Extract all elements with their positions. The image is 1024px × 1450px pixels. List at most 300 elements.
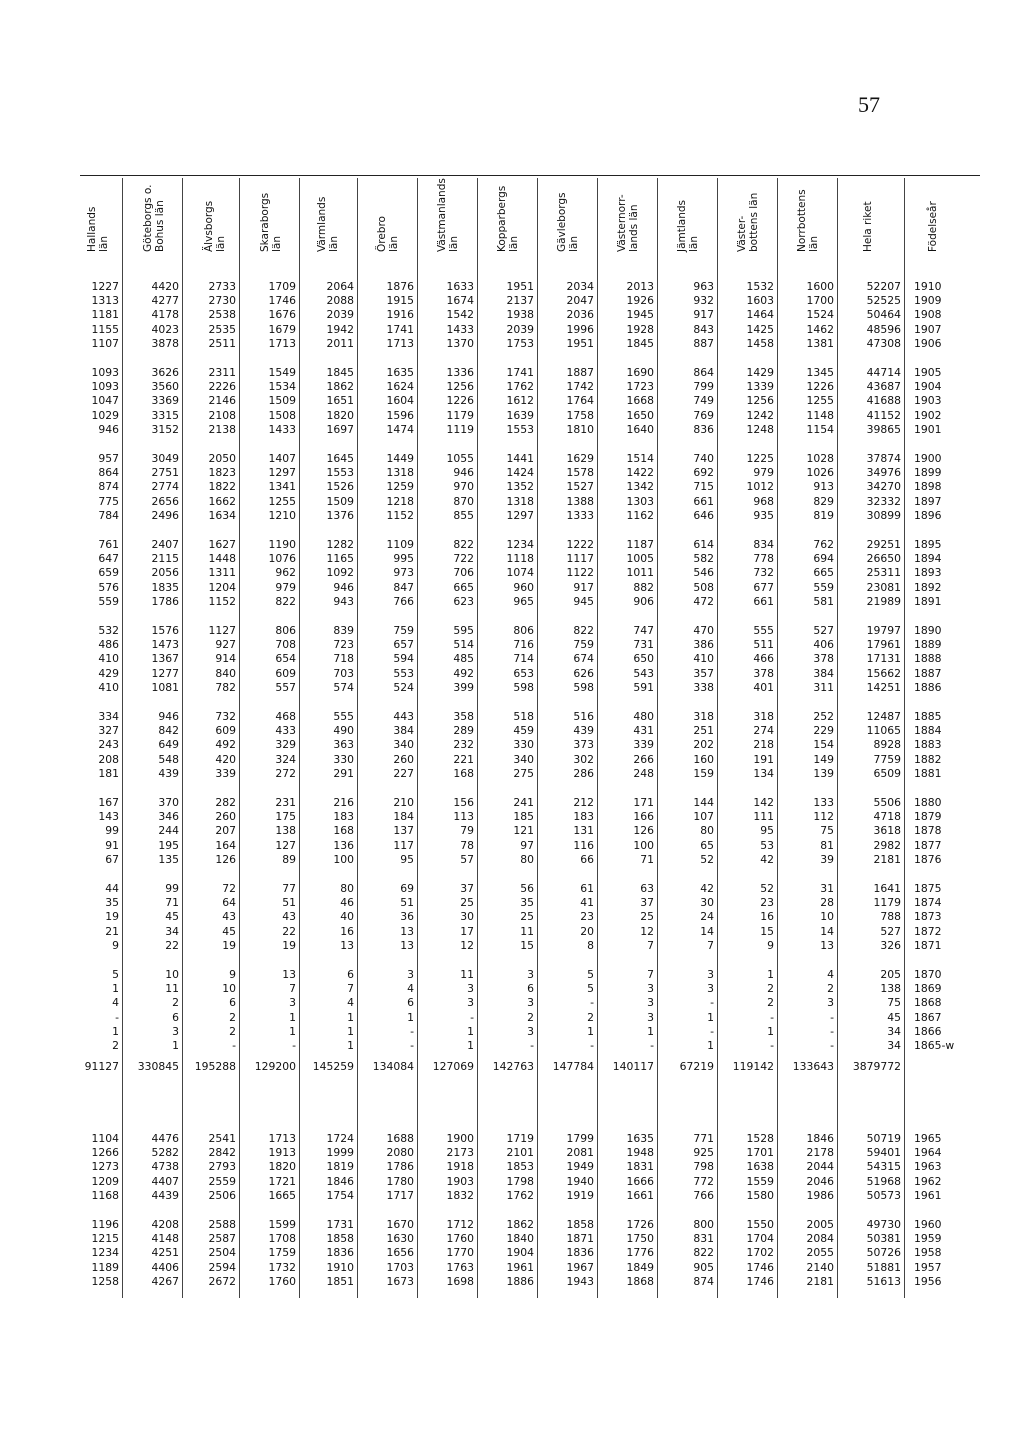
table-cell: 2178	[806, 1146, 834, 1160]
table-cell: 1674	[446, 294, 474, 308]
birth-year-cell: 1887	[914, 666, 942, 680]
table-cell: -	[830, 1010, 834, 1024]
birth-year-cell: 1870	[914, 968, 942, 981]
table-cell: 1836	[326, 1246, 354, 1260]
table-cell: 3618	[873, 824, 901, 838]
table-cell: 2101	[506, 1146, 534, 1160]
table-cell: 229	[813, 724, 834, 738]
table-cell: 1996	[566, 322, 594, 336]
table-cell: 160	[693, 752, 714, 766]
table-cell: 1215	[91, 1232, 119, 1246]
table-cell: 30	[460, 910, 474, 924]
table-cell: 42	[700, 882, 714, 895]
table-cell: 326	[880, 938, 901, 952]
table-cell: 1603	[746, 294, 774, 308]
table-cell: 716	[513, 638, 534, 652]
table-cell: 657	[393, 638, 414, 652]
table-cell: 1424	[506, 466, 534, 480]
table-cell: 1831	[626, 1160, 654, 1174]
table-cell: -	[410, 1024, 414, 1038]
table-cell: 2046	[806, 1174, 834, 1188]
table-cell: 91127	[84, 1060, 119, 1073]
table-cell: 1297	[268, 466, 296, 480]
table-cell: 1624	[386, 380, 414, 394]
table-cell: 44714	[866, 366, 901, 379]
table-cell: 44	[105, 882, 119, 895]
table-cell: 1798	[506, 1174, 534, 1188]
table-cell: 1226	[806, 380, 834, 394]
table-cell: 41688	[866, 394, 901, 408]
table-cell: 598	[573, 680, 594, 694]
column-header-label: Födelseår	[927, 201, 939, 252]
table-cell: 65	[700, 838, 714, 852]
table-cell: 6	[347, 968, 354, 981]
table-cell: 1918	[446, 1160, 474, 1174]
table-cell: 2108	[208, 408, 236, 422]
table-cell: 2506	[208, 1188, 236, 1202]
table-cell: 134084	[372, 1060, 414, 1073]
table-cell: 23	[760, 896, 774, 910]
table-cell: 574	[333, 680, 354, 694]
table-cell: 1916	[386, 308, 414, 322]
table-cell: 609	[275, 666, 296, 680]
table-cell: 1370	[446, 336, 474, 350]
table-cell: 7	[647, 938, 654, 952]
table-cell: 4148	[151, 1232, 179, 1246]
birth-year-cell: 1874	[914, 896, 942, 910]
table-cell: 2181	[806, 1274, 834, 1288]
table-cell: 1433	[446, 322, 474, 336]
table-cell: 1055	[446, 452, 474, 465]
table-cell: 822	[573, 624, 594, 637]
table-cell: 1	[289, 1010, 296, 1024]
table-cell: 149	[813, 752, 834, 766]
table-cell: 64	[222, 896, 236, 910]
table-cell: 1760	[446, 1232, 474, 1246]
table-cell: 23081	[866, 580, 901, 594]
table-cell: 1661	[626, 1188, 654, 1202]
table-cell: 1341	[268, 480, 296, 494]
table-cell: 1256	[746, 394, 774, 408]
table-cell: 1819	[326, 1160, 354, 1174]
table-cell: 185	[513, 810, 534, 824]
table-cell: 1703	[386, 1260, 414, 1274]
table-cell: 1758	[566, 408, 594, 422]
table-cell: 766	[693, 1188, 714, 1202]
birth-year-cell: 1876	[914, 852, 942, 866]
table-cell: 1449	[386, 452, 414, 465]
table-cell: 3	[467, 996, 474, 1010]
table-cell: 1945	[626, 308, 654, 322]
table-cell: 77	[282, 882, 296, 895]
table-cell: 1580	[746, 1188, 774, 1202]
table-cell: 107	[693, 810, 714, 824]
table-cell: 266	[633, 752, 654, 766]
table-cell: 2080	[386, 1146, 414, 1160]
table-cell: 3	[707, 968, 714, 981]
table-cell: 4420	[151, 280, 179, 293]
table-cell: 855	[453, 508, 474, 522]
table-cell: 847	[393, 580, 414, 594]
table-cell: 1840	[506, 1232, 534, 1246]
table-cell: 1234	[91, 1246, 119, 1260]
table-cell: 1670	[386, 1218, 414, 1231]
table-cell: 913	[813, 480, 834, 494]
table-cell: 1810	[566, 422, 594, 436]
table-cell: 1318	[386, 466, 414, 480]
table-cell: 864	[693, 366, 714, 379]
table-cell: 1651	[326, 394, 354, 408]
table-cell: 208	[98, 752, 119, 766]
birth-year-cell: 1888	[914, 652, 942, 666]
table-cell: 665	[813, 566, 834, 580]
birth-year-cell: 1896	[914, 508, 942, 522]
table-cell: 32332	[866, 494, 901, 508]
table-cell: 1074	[506, 566, 534, 580]
table-cell: 1	[347, 1039, 354, 1052]
birth-year-cell: 1910	[914, 280, 942, 293]
table-cell: 5	[587, 982, 594, 996]
column-header-label: Gävleborgs län	[556, 192, 580, 252]
table-cell: 358	[453, 710, 474, 723]
table-cell: 324	[275, 752, 296, 766]
table-cell: 1713	[268, 1132, 296, 1145]
table-cell: 769	[693, 408, 714, 422]
table-cell: -	[115, 1010, 119, 1024]
table-cell: 2311	[208, 366, 236, 379]
table-cell: -	[410, 1039, 414, 1052]
birth-year-cell: 1879	[914, 810, 942, 824]
table-cell: 1919	[566, 1188, 594, 1202]
table-cell: 330	[333, 752, 354, 766]
table-cell: -	[590, 1039, 594, 1052]
table-cell: 6	[229, 996, 236, 1010]
table-cell: 37	[460, 882, 474, 895]
table-cell: 4476	[151, 1132, 179, 1145]
table-cell: 677	[753, 580, 774, 594]
birth-year-cell: 1885	[914, 710, 942, 723]
table-cell: 1234	[506, 538, 534, 551]
table-cell: 1700	[806, 294, 834, 308]
column-header-label: Väster- bottens län	[736, 192, 760, 252]
birth-year-cell: 1892	[914, 580, 942, 594]
table-cell: 1242	[746, 408, 774, 422]
table-cell: 340	[393, 738, 414, 752]
table-cell: 1028	[806, 452, 834, 465]
table-cell: 260	[393, 752, 414, 766]
table-cell: 1313	[91, 294, 119, 308]
table-cell: 13	[820, 938, 834, 952]
table-cell: 1553	[326, 466, 354, 480]
birth-year-cell: 1907	[914, 322, 942, 336]
column-header-label: Västmanlands län	[436, 178, 460, 252]
table-cell: 378	[813, 652, 834, 666]
table-cell: 1886	[506, 1274, 534, 1288]
table-cell: 34976	[866, 466, 901, 480]
table-cell: 1339	[746, 380, 774, 394]
table-cell: 2793	[208, 1160, 236, 1174]
table-cell: 126	[633, 824, 654, 838]
table-cell: 274	[753, 724, 774, 738]
table-cell: -	[470, 1010, 474, 1024]
table-cell: 384	[813, 666, 834, 680]
table-cell: 1900	[446, 1132, 474, 1145]
table-cell: 1599	[268, 1218, 296, 1231]
table-cell: 914	[215, 652, 236, 666]
table-cell: 2594	[208, 1260, 236, 1274]
table-cell: 35	[520, 896, 534, 910]
table-cell: 334	[98, 710, 119, 723]
table-cell: 142	[753, 796, 774, 809]
table-cell: 386	[693, 638, 714, 652]
table-cell: 50719	[866, 1132, 901, 1145]
table-cell: 166	[633, 810, 654, 824]
table-cell: 205	[880, 968, 901, 981]
table-cell: 1	[647, 1024, 654, 1038]
table-cell: 1248	[746, 422, 774, 436]
table-cell: 874	[98, 480, 119, 494]
table-cell: 1862	[506, 1218, 534, 1231]
table-cell: 16	[340, 924, 354, 938]
table-cell: 732	[753, 566, 774, 580]
table-cell: 248	[633, 766, 654, 780]
table-cell: 1179	[873, 896, 901, 910]
table-cell: 17131	[866, 652, 901, 666]
table-cell: 318	[753, 710, 774, 723]
table-cell: 1759	[268, 1246, 296, 1260]
table-cell: 51968	[866, 1174, 901, 1188]
birth-year-cell: 1905	[914, 366, 942, 379]
table-cell: 1352	[506, 480, 534, 494]
birth-year-cell: 1957	[914, 1260, 942, 1274]
table-cell: 133	[813, 796, 834, 809]
table-cell: 715	[693, 480, 714, 494]
table-cell: 1458	[746, 336, 774, 350]
table-cell: 1076	[268, 552, 296, 566]
column-header-label: Västernorr- lands län	[616, 194, 640, 252]
table-cell: 732	[215, 710, 236, 723]
table-cell: 95	[760, 824, 774, 838]
table-cell: 40	[340, 910, 354, 924]
table-cell: 119142	[732, 1060, 774, 1073]
table-cell: 1942	[326, 322, 354, 336]
column-header-label: Hela riket	[862, 201, 874, 252]
table-cell: 661	[753, 594, 774, 608]
table-cell: 649	[158, 738, 179, 752]
table-cell: 13	[400, 924, 414, 938]
table-cell: 1639	[506, 408, 534, 422]
table-cell: 1189	[91, 1260, 119, 1274]
table-cell: 275	[513, 766, 534, 780]
table-cell: 1679	[268, 322, 296, 336]
table-cell: 1940	[566, 1174, 594, 1188]
table-cell: 167	[98, 796, 119, 809]
table-cell: 22	[282, 924, 296, 938]
table-cell: 2056	[151, 566, 179, 580]
table-cell: 1845	[326, 366, 354, 379]
table-cell: 761	[98, 538, 119, 551]
table-cell: 8928	[873, 738, 901, 752]
table-cell: 459	[513, 724, 534, 738]
birth-year-cell: 1906	[914, 336, 942, 350]
table-cell: 722	[453, 552, 474, 566]
table-cell: 318	[693, 710, 714, 723]
table-cell: 1612	[506, 394, 534, 408]
table-cell: 25	[520, 910, 534, 924]
table-cell: 468	[275, 710, 296, 723]
table-cell: 330	[513, 738, 534, 752]
table-cell: 378	[753, 666, 774, 680]
table-cell: 1862	[326, 380, 354, 394]
table-cell: 3	[647, 982, 654, 996]
table-cell: 703	[333, 666, 354, 680]
table-cell: 50464	[866, 308, 901, 322]
column-separator	[837, 178, 838, 1298]
table-cell: 34270	[866, 480, 901, 494]
table-cell: 1559	[746, 1174, 774, 1188]
table-cell: 555	[333, 710, 354, 723]
table-cell: 3	[527, 1024, 534, 1038]
table-cell: 1226	[446, 394, 474, 408]
table-cell: 15	[760, 924, 774, 938]
table-cell: 1549	[268, 366, 296, 379]
birth-year-cell: 1902	[914, 408, 942, 422]
table-cell: 1422	[626, 466, 654, 480]
birth-year-cell: 1898	[914, 480, 942, 494]
table-cell: 1849	[626, 1260, 654, 1274]
table-cell: 134	[753, 766, 774, 780]
table-cell: 3	[289, 996, 296, 1010]
table-cell: 3369	[151, 394, 179, 408]
table-cell: 2	[827, 982, 834, 996]
table-cell: 1532	[746, 280, 774, 293]
table-cell: 4407	[151, 1174, 179, 1188]
table-cell: 100	[633, 838, 654, 852]
table-cell: 22	[165, 938, 179, 952]
header-rule	[80, 175, 980, 176]
table-cell: 35	[105, 896, 119, 910]
table-cell: 778	[753, 552, 774, 566]
birth-year-cell: 1895	[914, 538, 942, 551]
table-cell: -	[590, 996, 594, 1010]
table-cell: 126	[215, 852, 236, 866]
table-cell: 1986	[806, 1188, 834, 1202]
table-cell: 3879772	[852, 1060, 901, 1073]
table-cell: -	[770, 1010, 774, 1024]
table-cell: 1	[407, 1010, 414, 1024]
table-cell: 181	[98, 766, 119, 780]
table-cell: 591	[633, 680, 654, 694]
table-cell: 3	[647, 1010, 654, 1024]
table-cell: 2407	[151, 538, 179, 551]
table-cell: 21	[105, 924, 119, 938]
table-cell: 1640	[626, 422, 654, 436]
table-cell: 6	[407, 996, 414, 1010]
table-cell: 788	[880, 910, 901, 924]
table-cell: 822	[453, 538, 474, 551]
table-cell: 75	[887, 996, 901, 1010]
table-cell: 1596	[386, 408, 414, 422]
table-cell: 10	[820, 910, 834, 924]
table-cell: 2538	[208, 308, 236, 322]
table-cell: 79	[460, 824, 474, 838]
birth-year-cell: 1873	[914, 910, 942, 924]
birth-year-cell: 1867	[914, 1010, 942, 1024]
table-cell: 508	[693, 580, 714, 594]
table-cell: 45	[887, 1010, 901, 1024]
table-cell: 121	[513, 824, 534, 838]
table-cell: 1762	[506, 380, 534, 394]
birth-year-cell: 1903	[914, 394, 942, 408]
birth-year-cell: 1899	[914, 466, 942, 480]
table-cell: 2656	[151, 494, 179, 508]
table-cell: 692	[693, 466, 714, 480]
table-cell: 28	[820, 896, 834, 910]
table-cell: 1524	[806, 308, 834, 322]
table-cell: 1005	[626, 552, 654, 566]
table-cell: 772	[693, 1174, 714, 1188]
table-cell: 1534	[268, 380, 296, 394]
table-cell: 143	[98, 810, 119, 824]
table-cell: 433	[275, 724, 296, 738]
table-cell: 3	[647, 996, 654, 1010]
table-cell: 164	[215, 838, 236, 852]
table-cell: 2011	[326, 336, 354, 350]
table-cell: 1012	[746, 480, 774, 494]
table-cell: 1999	[326, 1146, 354, 1160]
table-cell: -	[650, 1039, 654, 1052]
table-cell: 516	[573, 710, 594, 723]
table-cell: 946	[158, 710, 179, 723]
birth-year-cell: 1868	[914, 996, 942, 1010]
table-cell: 69	[400, 882, 414, 895]
table-cell: 917	[573, 580, 594, 594]
table-cell: 30	[700, 896, 714, 910]
table-cell: 4277	[151, 294, 179, 308]
table-cell: 1122	[566, 566, 594, 580]
table-cell: 1704	[746, 1232, 774, 1246]
table-cell: 3	[172, 1024, 179, 1038]
table-cell: 13	[400, 938, 414, 952]
table-cell: 286	[573, 766, 594, 780]
table-cell: 41	[580, 896, 594, 910]
table-cell: 1724	[326, 1132, 354, 1145]
table-cell: 47308	[866, 336, 901, 350]
table-cell: 490	[333, 724, 354, 738]
table-cell: 532	[98, 624, 119, 637]
table-cell: 1576	[151, 624, 179, 637]
table-cell: 147784	[552, 1060, 594, 1073]
table-cell: 2181	[873, 852, 901, 866]
column-header-label: Skaraborgs län	[259, 192, 283, 252]
table-cell: 2146	[208, 394, 236, 408]
table-cell: 718	[333, 652, 354, 666]
table-cell: 1746	[746, 1260, 774, 1274]
table-cell: 1225	[746, 452, 774, 465]
table-cell: 1656	[386, 1246, 414, 1260]
table-cell: 514	[453, 638, 474, 652]
table-cell: 1713	[268, 336, 296, 350]
table-cell: 81	[820, 838, 834, 852]
table-cell: 1786	[386, 1160, 414, 1174]
table-cell: 1904	[506, 1246, 534, 1260]
table-cell: 1282	[326, 538, 354, 551]
table-cell: 614	[693, 538, 714, 551]
table-cell: 1676	[268, 308, 296, 322]
table-cell: 1	[467, 1024, 474, 1038]
table-cell: 136	[333, 838, 354, 852]
table-cell: 831	[693, 1232, 714, 1246]
